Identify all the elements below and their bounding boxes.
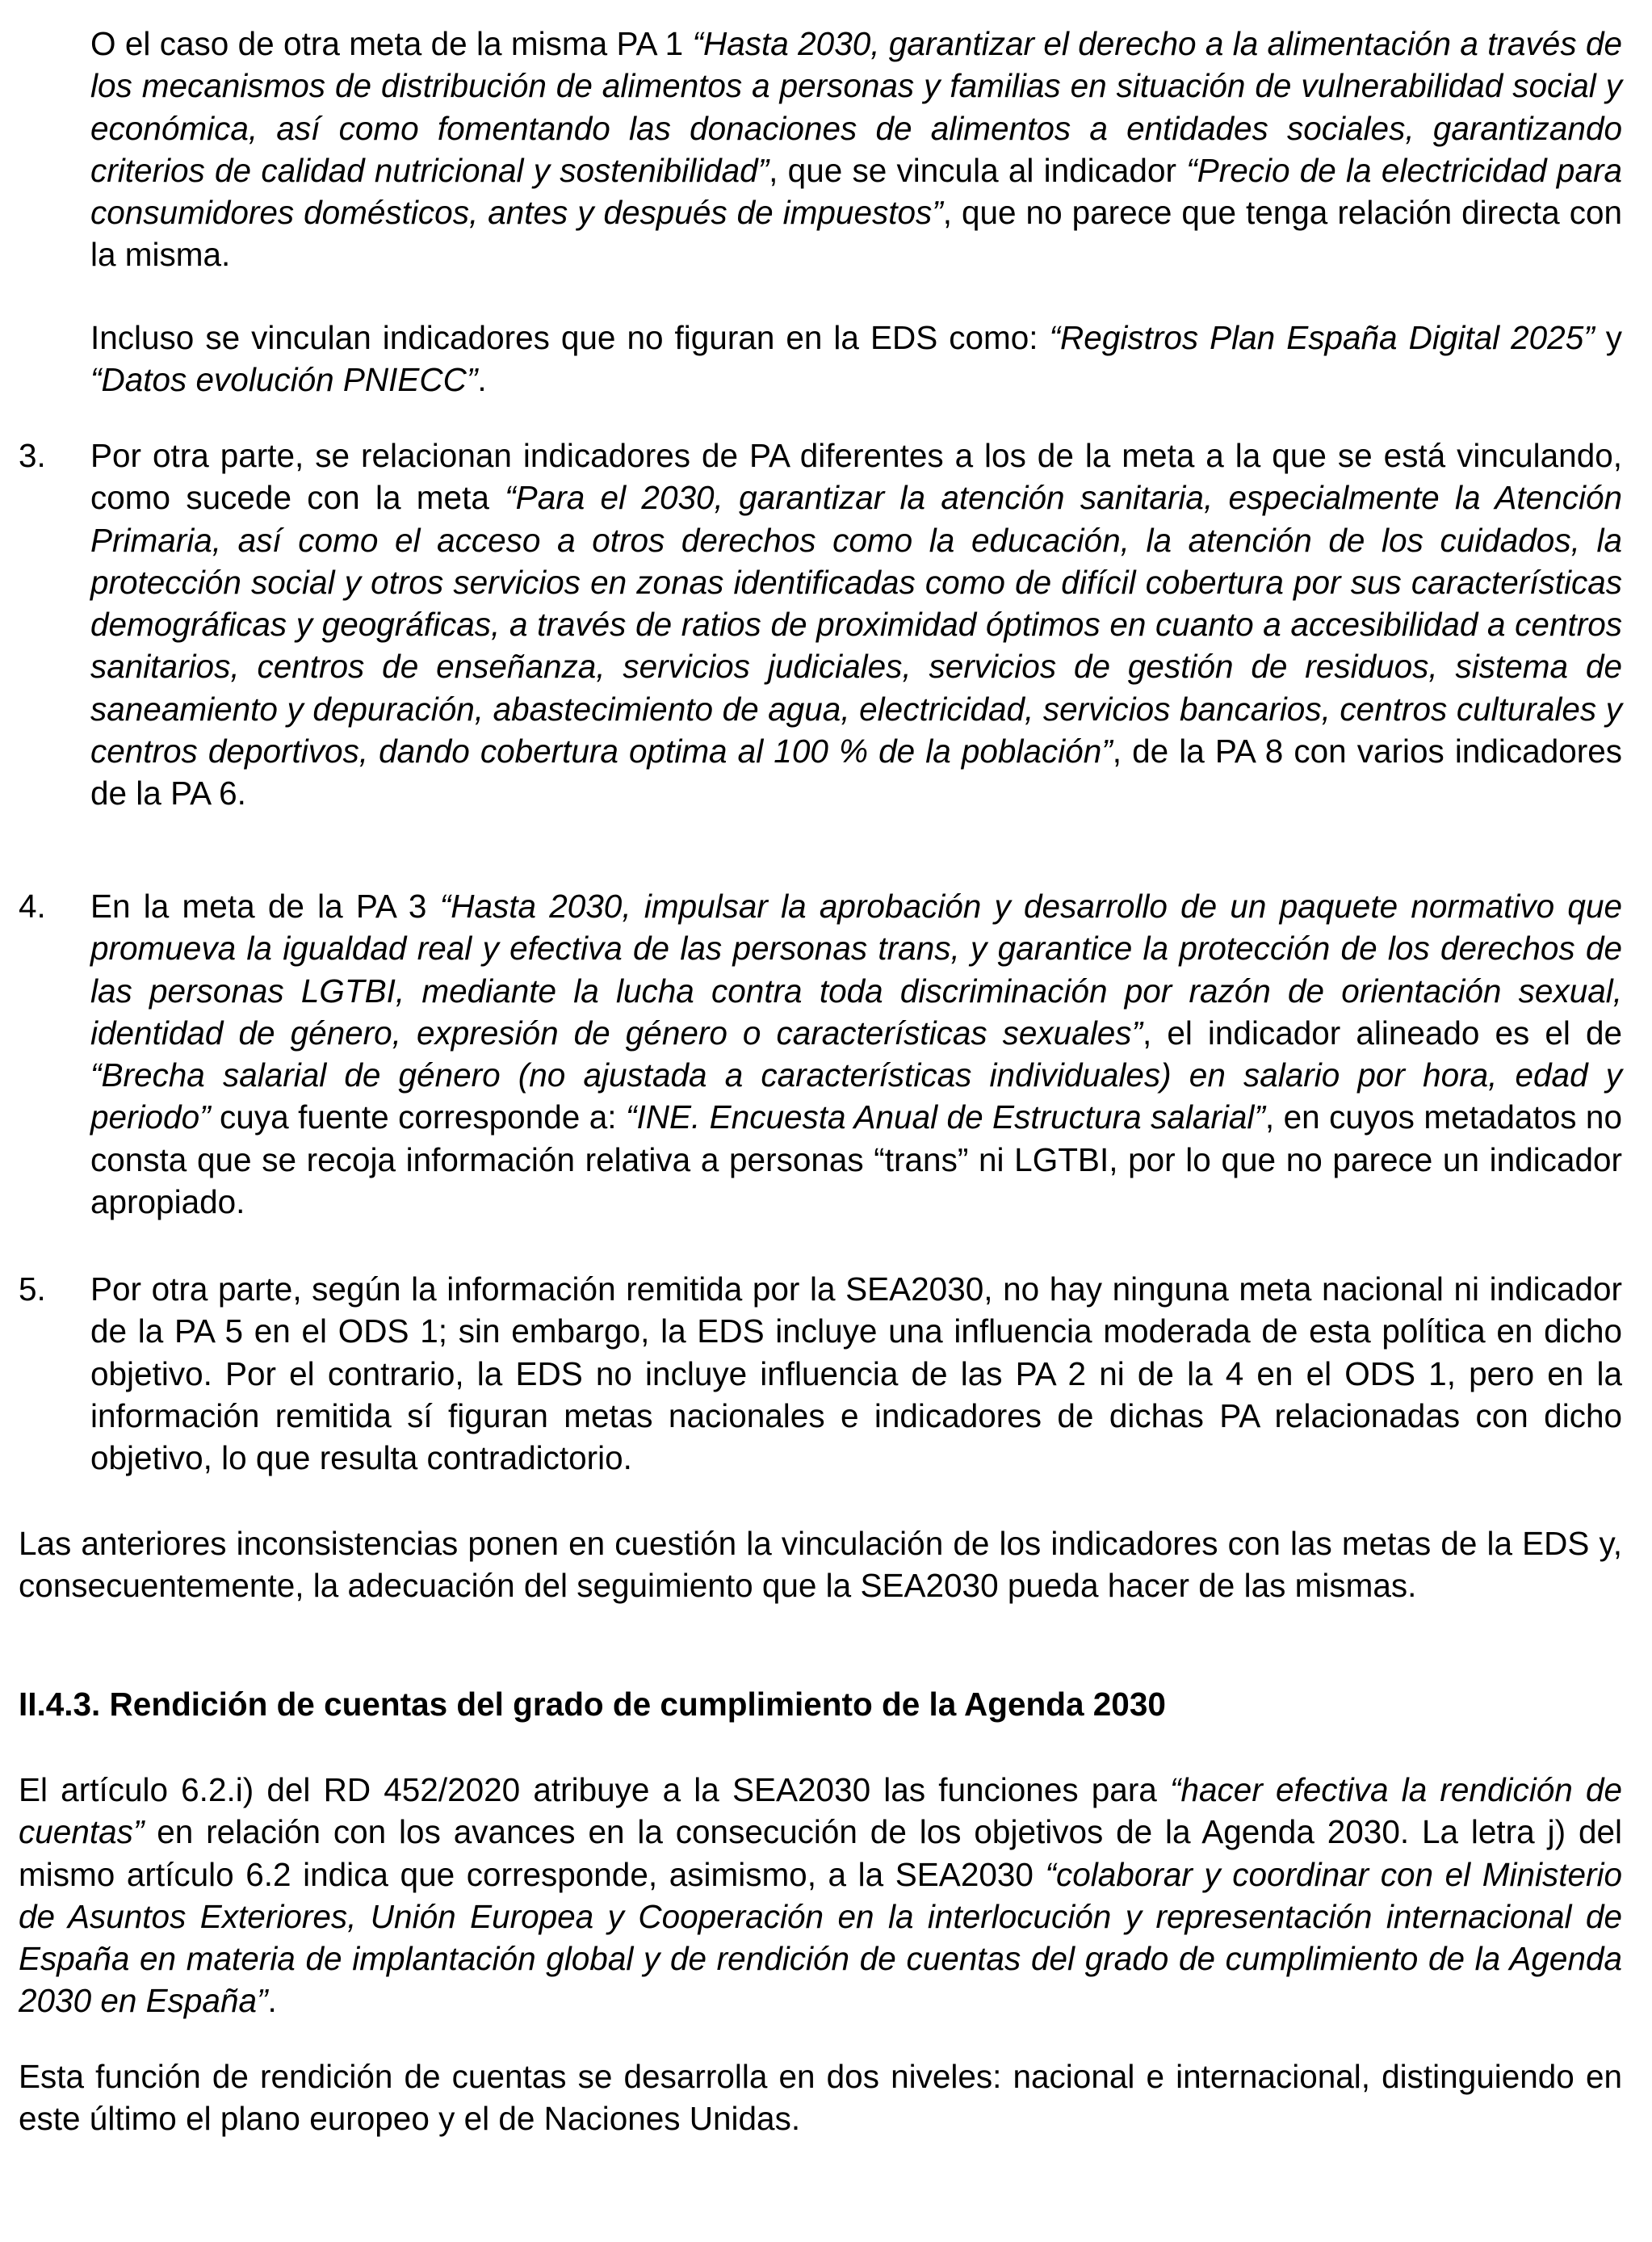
- text-run: .: [477, 361, 487, 399]
- paragraph-intro: [90, 23, 1622, 276]
- paragraph-anteriores: [19, 1522, 1622, 1607]
- section-heading: II.4.3. Rendición de cuentas del grado de cumplimiento de la Agenda 2030: [19, 1686, 1166, 1723]
- text-run: Esta función de rendición de cuentas se desarrolla en dos niveles: nacional e internacional, distinguiendo en este último el plano europeo y el de Naciones Unidas.: [19, 2058, 1622, 2138]
- text-run: , de la PA 8 con varios indicadores de la PA 6.: [90, 733, 1623, 812]
- list-item-5: [19, 1268, 1622, 1479]
- text-run: cuya fuente corresponde a:: [210, 1098, 626, 1136]
- text-run: En la meta de la PA 3: [90, 888, 440, 925]
- text-run: Por otra parte, según la información remitida por la SEA2030, no hay ninguna meta nacional ni indicador de la PA 5 en el ODS 1; sin embargo, la EDS incluye una influencia moderada de esta política en dicho objetivo. Por el contrario, la EDS no incluye influencia de las PA 2 ni de la 4 en el ODS 1, pero en la información remitida sí figuran metas nacionales e indicadores de dichas PA relacionadas con dicho objetivo, lo que resulta contradictorio.: [90, 1270, 1622, 1477]
- text-run: Las anteriores inconsistencias ponen en cuestión la vinculación de los indicadores con las metas de la EDS y, consecuentemente, la adecuación del seguimiento que la SEA2030 pueda hacer de las mismas.: [19, 1525, 1622, 1605]
- paragraph-articulo: [19, 1769, 1622, 2022]
- text-run: O el caso de otra meta de la misma PA 1: [90, 25, 693, 62]
- paragraph-incluso: [90, 317, 1622, 401]
- list-number: 3.: [19, 437, 46, 474]
- text-run: y: [1594, 319, 1622, 356]
- italic-quote: “Precio de la electricidad para consumidores domésticos, antes y después de impuestos”: [90, 151, 1622, 232]
- text-run: Por otra parte, se relacionan indicadores de PA diferentes a los de la meta a la que se está vinculando, como sucede con la meta: [90, 437, 1622, 517]
- italic-quote: “colaborar y coordinar con el Ministerio de Asuntos Exteriores, Unión Europea y Cooperación en la interlocución y representación internacional de España en materia de implantación global y de rendición de cuentas del grado de cumplimiento de la Agenda 2030 en España”: [19, 1855, 1623, 2020]
- text-run: .: [267, 1982, 277, 2020]
- text-run: , en cuyos metadatos no consta que se recoja información relativa a personas “trans” ni LGTBI, por lo que no parece un indicador apropiado.: [90, 1098, 1622, 1221]
- list-item-4: [19, 885, 1622, 1223]
- text-run: Incluso se vinculan indicadores que no figuran en la EDS como:: [90, 319, 1050, 356]
- text-run: , que se vincula al indicador: [769, 151, 1187, 189]
- italic-quote: “Hasta 2030, impulsar la aprobación y desarrollo de un paquete normativo que promueva la igualdad real y efectiva de las personas trans, y garantice la protección de los derechos de las personas LGTBI, mediante la lucha contra toda discriminación por razón de orientación sexual, identidad de género, expresión de género o características sexuales”: [90, 888, 1622, 1052]
- italic-quote: “Registros Plan España Digital 2025”: [1049, 319, 1595, 356]
- list-number: 4.: [19, 888, 46, 925]
- italic-quote: “hacer efectiva la rendición de cuentas”: [19, 1771, 1622, 1851]
- italic-quote: “Hasta 2030, garantizar el derecho a la alimentación a través de los mecanismos de distribución de alimentos a personas y familias en situación de vulnerabilidad social y económica, así como fomentando las donaciones de alimentos a entidades sociales, garantizando criterios de calidad nutricional y sostenibilidad”: [90, 25, 1622, 189]
- italic-quote: “Brecha salarial de género (no ajustada a características individuales) en salario por hora, edad y periodo”: [90, 1056, 1622, 1136]
- italic-quote: “Para el 2030, garantizar la atención sanitaria, especialmente la Atención Primaria, así como el acceso a otros derechos como la educación, la atención de los cuidados, la protección social y otros servicios en zonas identificadas como de difícil cobertura por sus características demográficas y geográficas, a través de ratios de proximidad óptimos en cuanto a accesibilidad a centros sanitarios, centros de enseñanza, servicios judiciales, servicios de gestión de residuos, sistema de saneamiento y depuración, abastecimiento de agua, electricidad, servicios bancarios, centros culturales y centros deportivos, dando cobertura optima al 100 % de la población”: [90, 479, 1622, 770]
- list-number: 5.: [19, 1270, 46, 1308]
- list-item-3: [19, 435, 1622, 815]
- paragraph-funcion: [19, 2055, 1622, 2140]
- text-run: El artículo 6.2.i) del RD 452/2020 atribuye a la SEA2030 las funciones para: [19, 1771, 1171, 1808]
- list-item-text: [90, 1268, 1622, 1479]
- text-run: , el indicador alineado es el de: [1143, 1014, 1622, 1052]
- list-item-text: [90, 435, 1622, 815]
- italic-quote: “INE. Encuesta Anual de Estructura salarial”: [625, 1098, 1265, 1136]
- italic-quote: “Datos evolución PNIECC”: [90, 361, 478, 399]
- text-run: en relación con los avances en la consecución de los objetivos de la Agenda 2030. La letra j) del mismo artículo 6.2 indica que corresponde, asimismo, a la SEA2030: [19, 1813, 1622, 1893]
- list-item-text: [90, 885, 1622, 1223]
- text-run: , que no parece que tenga relación directa con la misma.: [90, 194, 1622, 274]
